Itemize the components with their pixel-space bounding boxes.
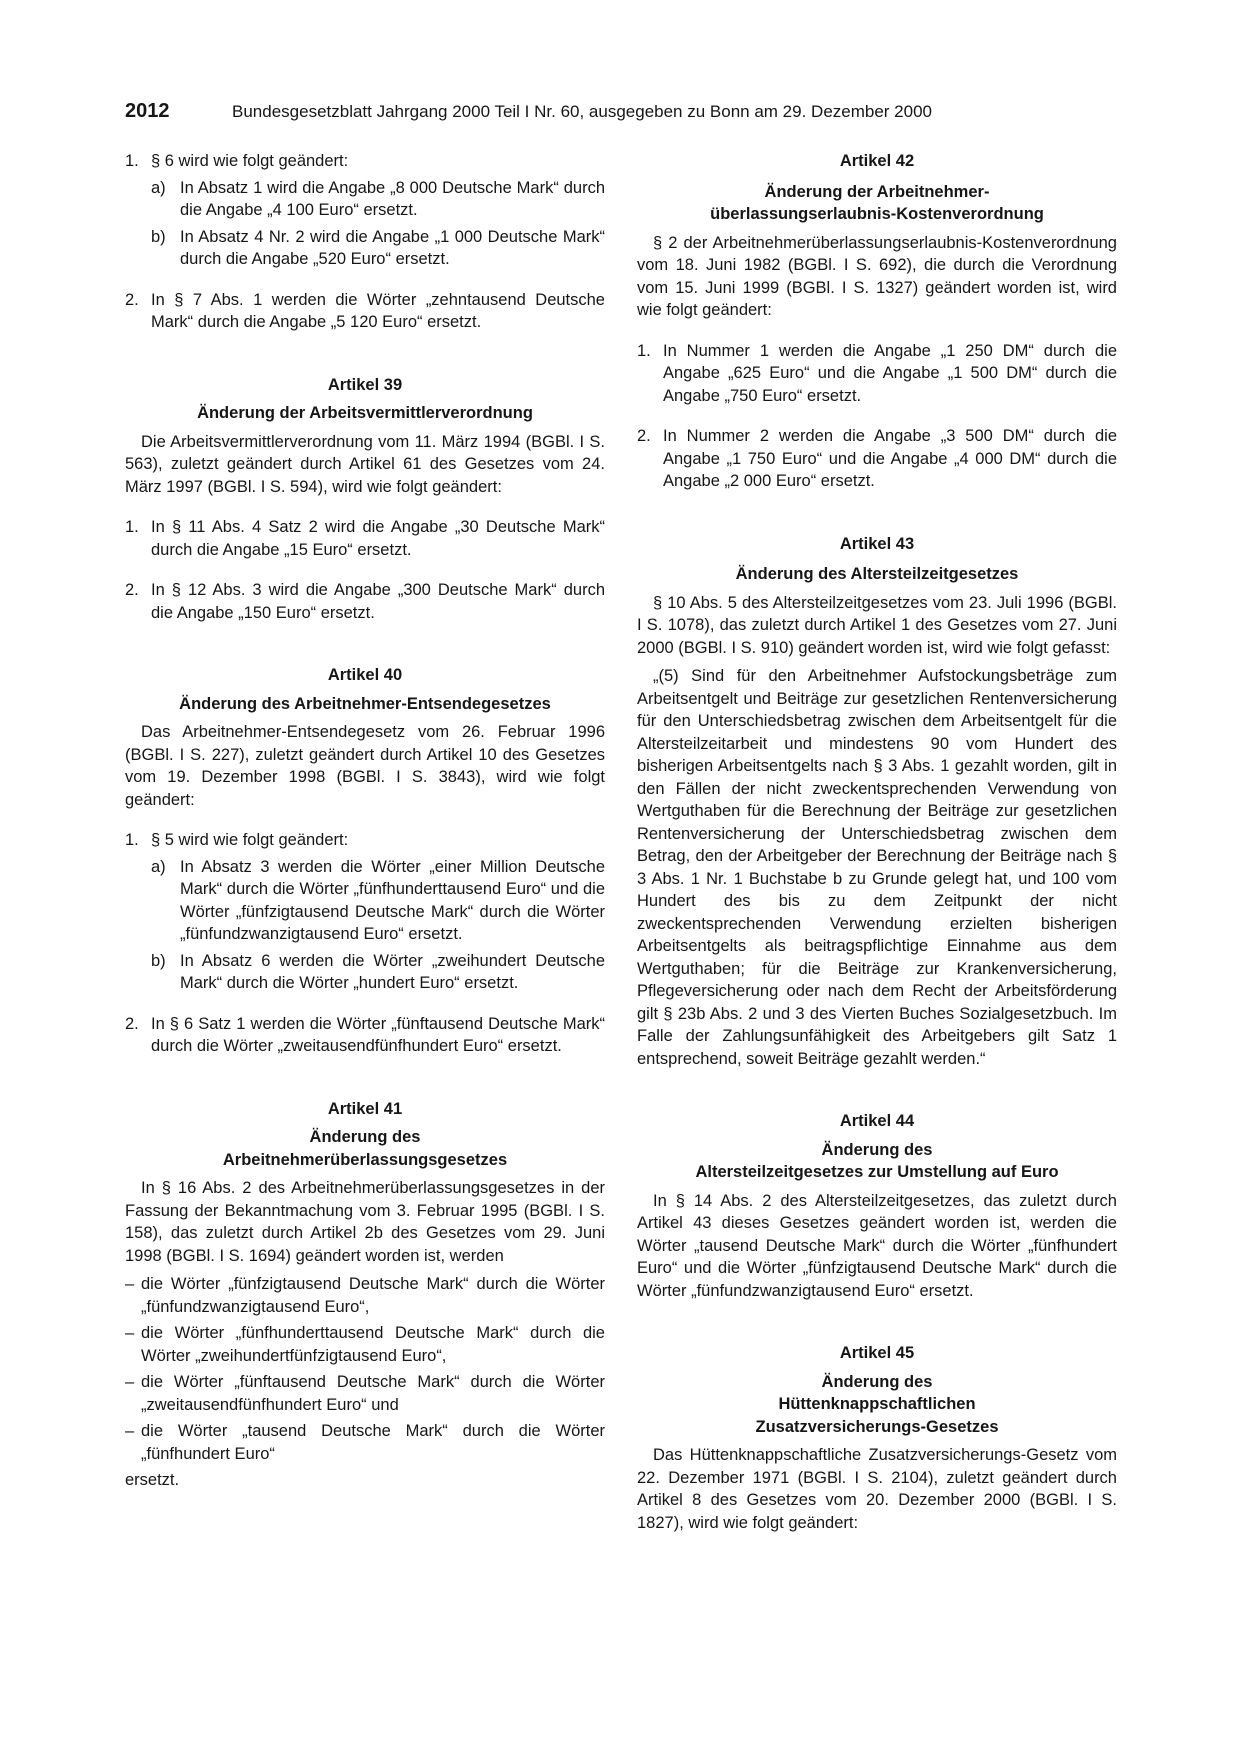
- list-item: [125, 579, 605, 624]
- article-title: Änderung des Arbeitnehmer-Entsendegesetzes: [179, 694, 551, 713]
- item-letter: b): [151, 951, 166, 970]
- list-item: [125, 829, 605, 852]
- item-number: 2.: [125, 581, 139, 599]
- item-number: 1.: [637, 341, 651, 360]
- dash-marker: –: [125, 1275, 135, 1293]
- article-title: [125, 1126, 605, 1171]
- item-text: In § 12 Abs. 3 wird die Angabe „300 Deutsche Mark“ durch die Angabe „150 Euro“ ersetzt.: [151, 581, 605, 622]
- article-title: [637, 1139, 1117, 1184]
- list-item: [125, 1420, 605, 1465]
- article-intro: Das Hüttenknappschaftliche Zusatzversicherungs-Gesetz vom 22. Dezember 1971 (BGBl. I S. 2104), zuletzt geändert durch Artikel 8 des Gesetzes vom 20. Dezember 2000 (BGBl. I S. 1827), wird wie folgt geändert:: [637, 1446, 1117, 1532]
- right-column: [637, 150, 1117, 1534]
- article-heading: Artikel 40: [327, 666, 403, 684]
- article-title-line: Änderung des: [821, 1372, 933, 1391]
- item-number: 2.: [637, 427, 651, 445]
- item-text: In § 6 Satz 1 werden die Wörter „fünftausend Deutsche Mark“ durch die Wörter „zweitausendfünfhundert Euro“ ersetzt.: [151, 1014, 605, 1055]
- list-item: [125, 150, 605, 173]
- item-text: In Absatz 4 Nr. 2 wird die Angabe „1 000 Deutsche Mark“ durch die Angabe „520 Euro“ ersetzt.: [180, 227, 605, 268]
- list-item: [637, 340, 1117, 408]
- article-title-line: Änderung des: [821, 1140, 933, 1159]
- article-title-line: Hüttenknappschaftlichen: [778, 1395, 976, 1413]
- article-title: Änderung des Altersteilzeitgesetzes: [735, 565, 1019, 583]
- item-text: In Absatz 6 werden die Wörter „zweihundert Deutsche Mark“ durch die Wörter „hundert Euro“ ersetzt.: [180, 951, 605, 992]
- item-number: 1.: [125, 831, 139, 849]
- list-item: [125, 1322, 605, 1367]
- list-item: [125, 950, 605, 995]
- list-item: [125, 1273, 605, 1318]
- article-heading: Artikel 41: [327, 1099, 403, 1118]
- item-text: § 5 wird wie folgt geändert:: [151, 831, 349, 849]
- item-text: § 6 wird wie folgt geändert:: [151, 152, 349, 170]
- item-text: In Absatz 1 wird die Angabe „8 000 Deutsche Mark“ durch die Angabe „4 100 Euro“ ersetzt.: [180, 178, 605, 219]
- left-column: [125, 150, 605, 1492]
- dash-marker: –: [125, 1422, 135, 1440]
- list-item: [125, 226, 605, 271]
- article-heading: Artikel 42: [839, 152, 915, 170]
- article-title-line: Zusatzversicherungs-Gesetzes: [755, 1417, 999, 1436]
- item-number: 1.: [125, 152, 139, 170]
- item-letter: b): [151, 227, 166, 246]
- list-item: [637, 425, 1117, 493]
- article-title-line: Altersteilzeitgesetzes zur Umstellung auf Euro: [695, 1163, 1059, 1181]
- item-text: In Absatz 3 werden die Wörter „einer Million Deutsche Mark“ durch die Wörter „fünfhunderttausend Euro“ und die Wörter „fünfzigtausend Deutsche Mark“ durch die Wörter „fünfundzwanzigtausend Euro“ ersetzt.: [180, 857, 605, 943]
- article-heading: Artikel 39: [327, 375, 403, 394]
- item-number: 1.: [125, 518, 139, 536]
- page-header-title: Bundesgesetzblatt Jahrgang 2000 Teil I Nr. 60, ausgegeben zu Bonn am 29. Dezember 2000: [232, 102, 932, 121]
- item-letter: a): [151, 178, 166, 197]
- article-title-line: überlassungserlaubnis-Kostenverordnung: [710, 205, 1044, 223]
- article-intro: Das Arbeitnehmer-Entsendegesetz vom 26. Februar 1996 (BGBl. I S. 227), zuletzt geändert durch Artikel 10 des Gesetzes vom 19. Dezember 1998 (BGBl. I S. 3843), wird wie folgt geändert:: [125, 723, 605, 809]
- list-item: [125, 1371, 605, 1416]
- article-title-line: Änderung des: [309, 1128, 421, 1146]
- item-number: 2.: [125, 1014, 139, 1033]
- item-text: die Wörter „fünfhunderttausend Deutsche Mark“ durch die Wörter „zweihundertfünfzigtausend Euro“,: [141, 1324, 605, 1365]
- item-letter: a): [151, 857, 166, 876]
- article-title: Änderung der Arbeitsvermittlerverordnung: [197, 404, 533, 422]
- item-text: In § 11 Abs. 4 Satz 2 wird die Angabe „30 Deutsche Mark“ durch die Angabe „15 Euro“ ersetzt.: [151, 518, 605, 559]
- article-heading: Artikel 43: [839, 534, 915, 553]
- article-intro: § 2 der Arbeitnehmerüberlassungserlaubnis-Kostenverordnung vom 18. Juni 1982 (BGBl. I S. 692), die durch die Verordnung vom 15. Juni 1999 (BGBl. I S. 1327) geändert worden ist, wird wie folgt geändert:: [637, 233, 1117, 319]
- article-title: [637, 1371, 1117, 1439]
- article-intro: In § 14 Abs. 2 des Altersteilzeitgesetzes, das zuletzt durch Artikel 43 dieses Gesetzes geändert worden ist, werden die Wörter „tausend Deutsche Mark“ durch die Wörter „fünfhundert Euro“ und die Wörter „fünfzigtausend Deutsche Mark“ durch die Wörter „fünfundzwanzigtausend Euro“ ersetzt.: [637, 1191, 1117, 1300]
- list-item: [125, 516, 605, 561]
- item-text: die Wörter „fünfzigtausend Deutsche Mark“ durch die Wörter „fünfundzwanzigtausend Euro“,: [141, 1275, 605, 1316]
- article-intro: In § 16 Abs. 2 des Arbeitnehmerüberlassungsgesetzes in der Fassung der Bekanntmachung vom 3. Februar 1995 (BGBl. I S. 158), das zuletzt durch Artikel 2b des Gesetzes vom 29. Juni 1998 (BGBl. I S. 1694) geändert worden ist, werden: [125, 1179, 605, 1265]
- list-item: [125, 1013, 605, 1058]
- quoted-paragraph: „(5) Sind für den Arbeitnehmer Aufstockungsbeträge zum Arbeitsentgelt und Beiträge zur gesetzlichen Rentenversicherung für den Unterschiedsbetrag zwischen dem Arbeitsentgelt für die Altersteilzeitarbeit und mindestens 90 vom Hundert des bisherigen Arbeitsentgelts nach § 3 Abs. 1 gezahlt worden, gilt in den Fällen der nicht zweckentsprechenden Verwendung von Wertguthaben für die Berechnung der Beiträge zur gesetzlichen Rentenversicherung der Unterschiedsbetrag zwischen dem Betrag, den der Arbeitgeber der Berechnung der Beiträge nach § 3 Abs. 1 Nr. 1 Buchstabe b zu Grunde gelegt hat, und 100 vom Hundert des bis zu dem Zeitpunkt der nicht zweckentsprechenden Verwendung erzielten bisherigen Arbeitsentgelts als beitragspflichtige Einnahme aus dem Wertguthaben; für die Beiträge zur Krankenversicherung, Pflegeversicherung oder nach dem Recht der Arbeitsförderung gilt § 23b Abs. 2 und 3 des Vierten Buches Sozialgesetzbuch. Im Falle der Zahlungsunfähigkeit des Arbeitgebers gilt Satz 1 entsprechend, soweit Beiträge gezahlt werden.“: [637, 667, 1117, 1068]
- item-text: die Wörter „tausend Deutsche Mark“ durch die Wörter „fünfhundert Euro“: [141, 1422, 605, 1463]
- item-text: In Nummer 2 werden die Angabe „3 500 DM“ durch die Angabe „1 750 Euro“ und die Angabe „4 000 DM“ durch die Angabe „2 000 Euro“ ersetzt.: [663, 427, 1117, 490]
- item-text: In Nummer 1 werden die Angabe „1 250 DM“ durch die Angabe „625 Euro“ und die Angabe „1 500 DM“ durch die Angabe „750 Euro“ ersetzt.: [663, 341, 1117, 405]
- article-title-line: Änderung der Arbeitnehmer-: [764, 182, 990, 201]
- closing-text: ersetzt.: [125, 1471, 180, 1489]
- dash-marker: –: [125, 1373, 135, 1391]
- item-text: In § 7 Abs. 1 werden die Wörter „zehntausend Deutsche Mark“ durch die Angabe „5 120 Euro“ ersetzt.: [151, 290, 605, 331]
- list-item: [125, 177, 605, 222]
- list-item: [125, 856, 605, 946]
- article-intro: Die Arbeitsvermittlerverordnung vom 11. März 1994 (BGBl. I S. 563), zuletzt geändert durch Artikel 61 des Gesetzes vom 24. März 1997 (BGBl. I S. 594), wird wie folgt geändert:: [125, 432, 605, 496]
- item-text: die Wörter „fünftausend Deutsche Mark“ durch die Wörter „zweitausendfünfhundert Euro“ und: [141, 1373, 605, 1414]
- article-title-line: Arbeitnehmerüberlassungsgesetzes: [222, 1150, 508, 1169]
- page-header: [125, 100, 1115, 126]
- item-number: 2.: [125, 290, 139, 309]
- dash-marker: –: [125, 1324, 135, 1342]
- list-item: [125, 289, 605, 334]
- article-intro: § 10 Abs. 5 des Altersteilzeitgesetzes vom 23. Juli 1996 (BGBl. I S. 1078), das zuletzt durch Artikel 1 des Gesetzes vom 27. Juni 2000 (BGBl. I S. 910) geändert worden ist, wird wie folgt gefasst:: [637, 593, 1117, 657]
- article-heading: Artikel 45: [839, 1344, 915, 1362]
- article-title: [637, 181, 1117, 226]
- page-number: 2012: [125, 100, 170, 122]
- article-heading: Artikel 44: [839, 1112, 915, 1130]
